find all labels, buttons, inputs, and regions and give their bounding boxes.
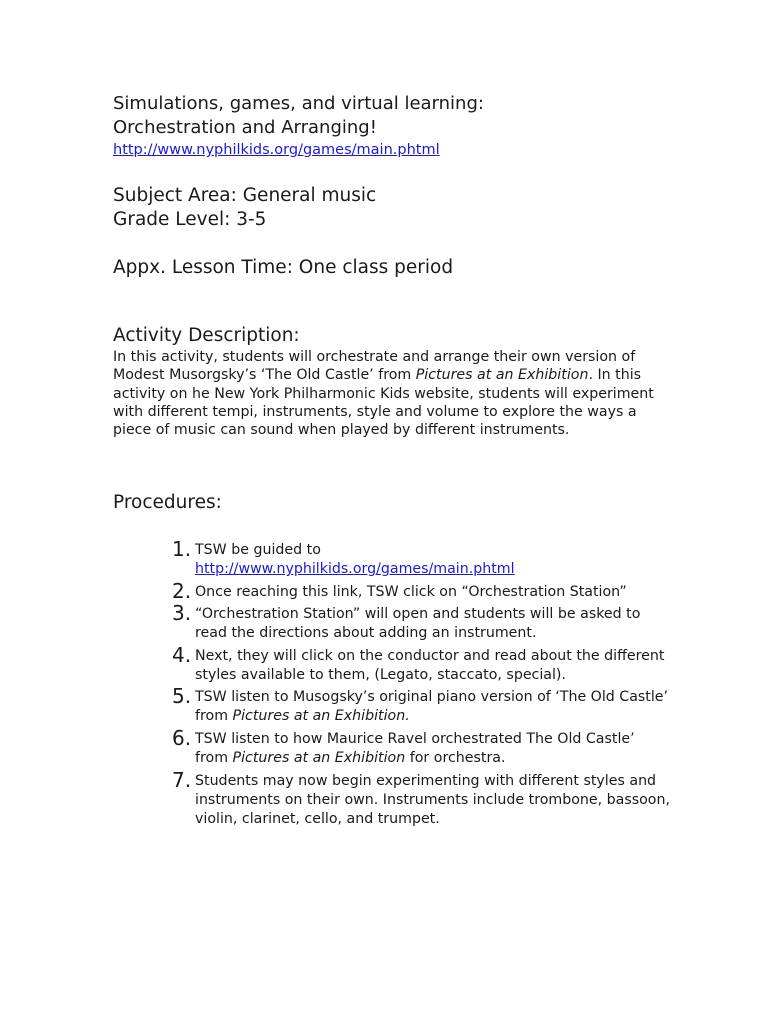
activity-text-2: . In this activity on he New York Philharmonic Kids website, students will experiment with different tempi, instruments, style and volume to explore the ways a piece of music can sound when played by different instruments. xyxy=(113,367,654,439)
procedure-number: 7. xyxy=(172,767,192,792)
procedure-text xyxy=(195,541,672,579)
procedure-item-6 xyxy=(172,725,672,768)
activity-text-italic: Pictures at an Exhibition xyxy=(415,367,589,384)
procedure-text-end: for orchestra. xyxy=(405,749,506,766)
procedure-text: Once reaching this link, TSW click on “Orchestration Station” xyxy=(195,583,627,600)
procedure-text-part: TSW listen to how Maurice Ravel orchestrated The Old Castle’ from xyxy=(195,730,635,766)
procedure-text: Next, they will click on the conductor and read about the different styles available to them, (Legato, staccato, special). xyxy=(195,647,665,683)
procedure-item-2 xyxy=(172,578,672,603)
procedure-item-4 xyxy=(172,642,672,685)
procedure-text-part: TSW be guided to xyxy=(195,542,321,558)
procedures-heading: Procedures: xyxy=(113,492,222,513)
procedure-item-7 xyxy=(172,767,672,829)
activity-text-1: In this activity, students will orchestrate and arrange their own version of Modest Musorgsky’s ‘The Old Castle’ from xyxy=(113,349,636,384)
procedure-number: 6. xyxy=(172,725,192,750)
game-link[interactable]: http://www.nyphilkids.org/games/main.phtml xyxy=(113,142,440,158)
procedure-text xyxy=(195,688,672,726)
procedure-link[interactable]: http://www.nyphilkids.org/games/main.phtml xyxy=(195,561,515,577)
procedure-item-3 xyxy=(172,601,672,643)
grade-level: Grade Level: 3-5 xyxy=(113,209,267,230)
procedures-list xyxy=(172,537,672,832)
lesson-time: Appx. Lesson Time: One class period xyxy=(113,257,454,278)
procedure-item-5 xyxy=(172,684,672,726)
document-title xyxy=(113,92,484,140)
procedure-text-part: TSW listen to Musogsky’s original piano version of ‘The Old Castle’ from xyxy=(195,689,669,725)
subject-area: Subject Area: General music xyxy=(113,185,377,206)
procedure-number: 5. xyxy=(172,684,192,709)
procedure-text xyxy=(195,730,672,768)
procedure-number: 1. xyxy=(172,537,192,561)
procedure-text-italic: Pictures at an Exhibition. xyxy=(232,708,410,725)
procedure-number: 3. xyxy=(172,601,192,626)
procedure-item-1 xyxy=(172,537,672,579)
activity-heading: Activity Description: xyxy=(113,325,300,346)
procedure-number: 2. xyxy=(172,578,192,603)
procedure-text: Students may now begin experimenting with different styles and instruments on their own. Instruments include trombone, bassoon, violin, clarinet, cello, and trumpet. xyxy=(195,772,670,827)
procedure-text-italic: Pictures at an Exhibition xyxy=(232,749,406,766)
activity-description xyxy=(113,348,658,439)
title-line-1: Simulations, games, and virtual learning: xyxy=(113,93,484,114)
procedure-text: “Orchestration Station” will open and students will be asked to read the directions about adding an instrument. xyxy=(195,606,641,642)
procedure-number: 4. xyxy=(172,642,192,667)
title-line-2: Orchestration and Arranging! xyxy=(113,117,377,138)
